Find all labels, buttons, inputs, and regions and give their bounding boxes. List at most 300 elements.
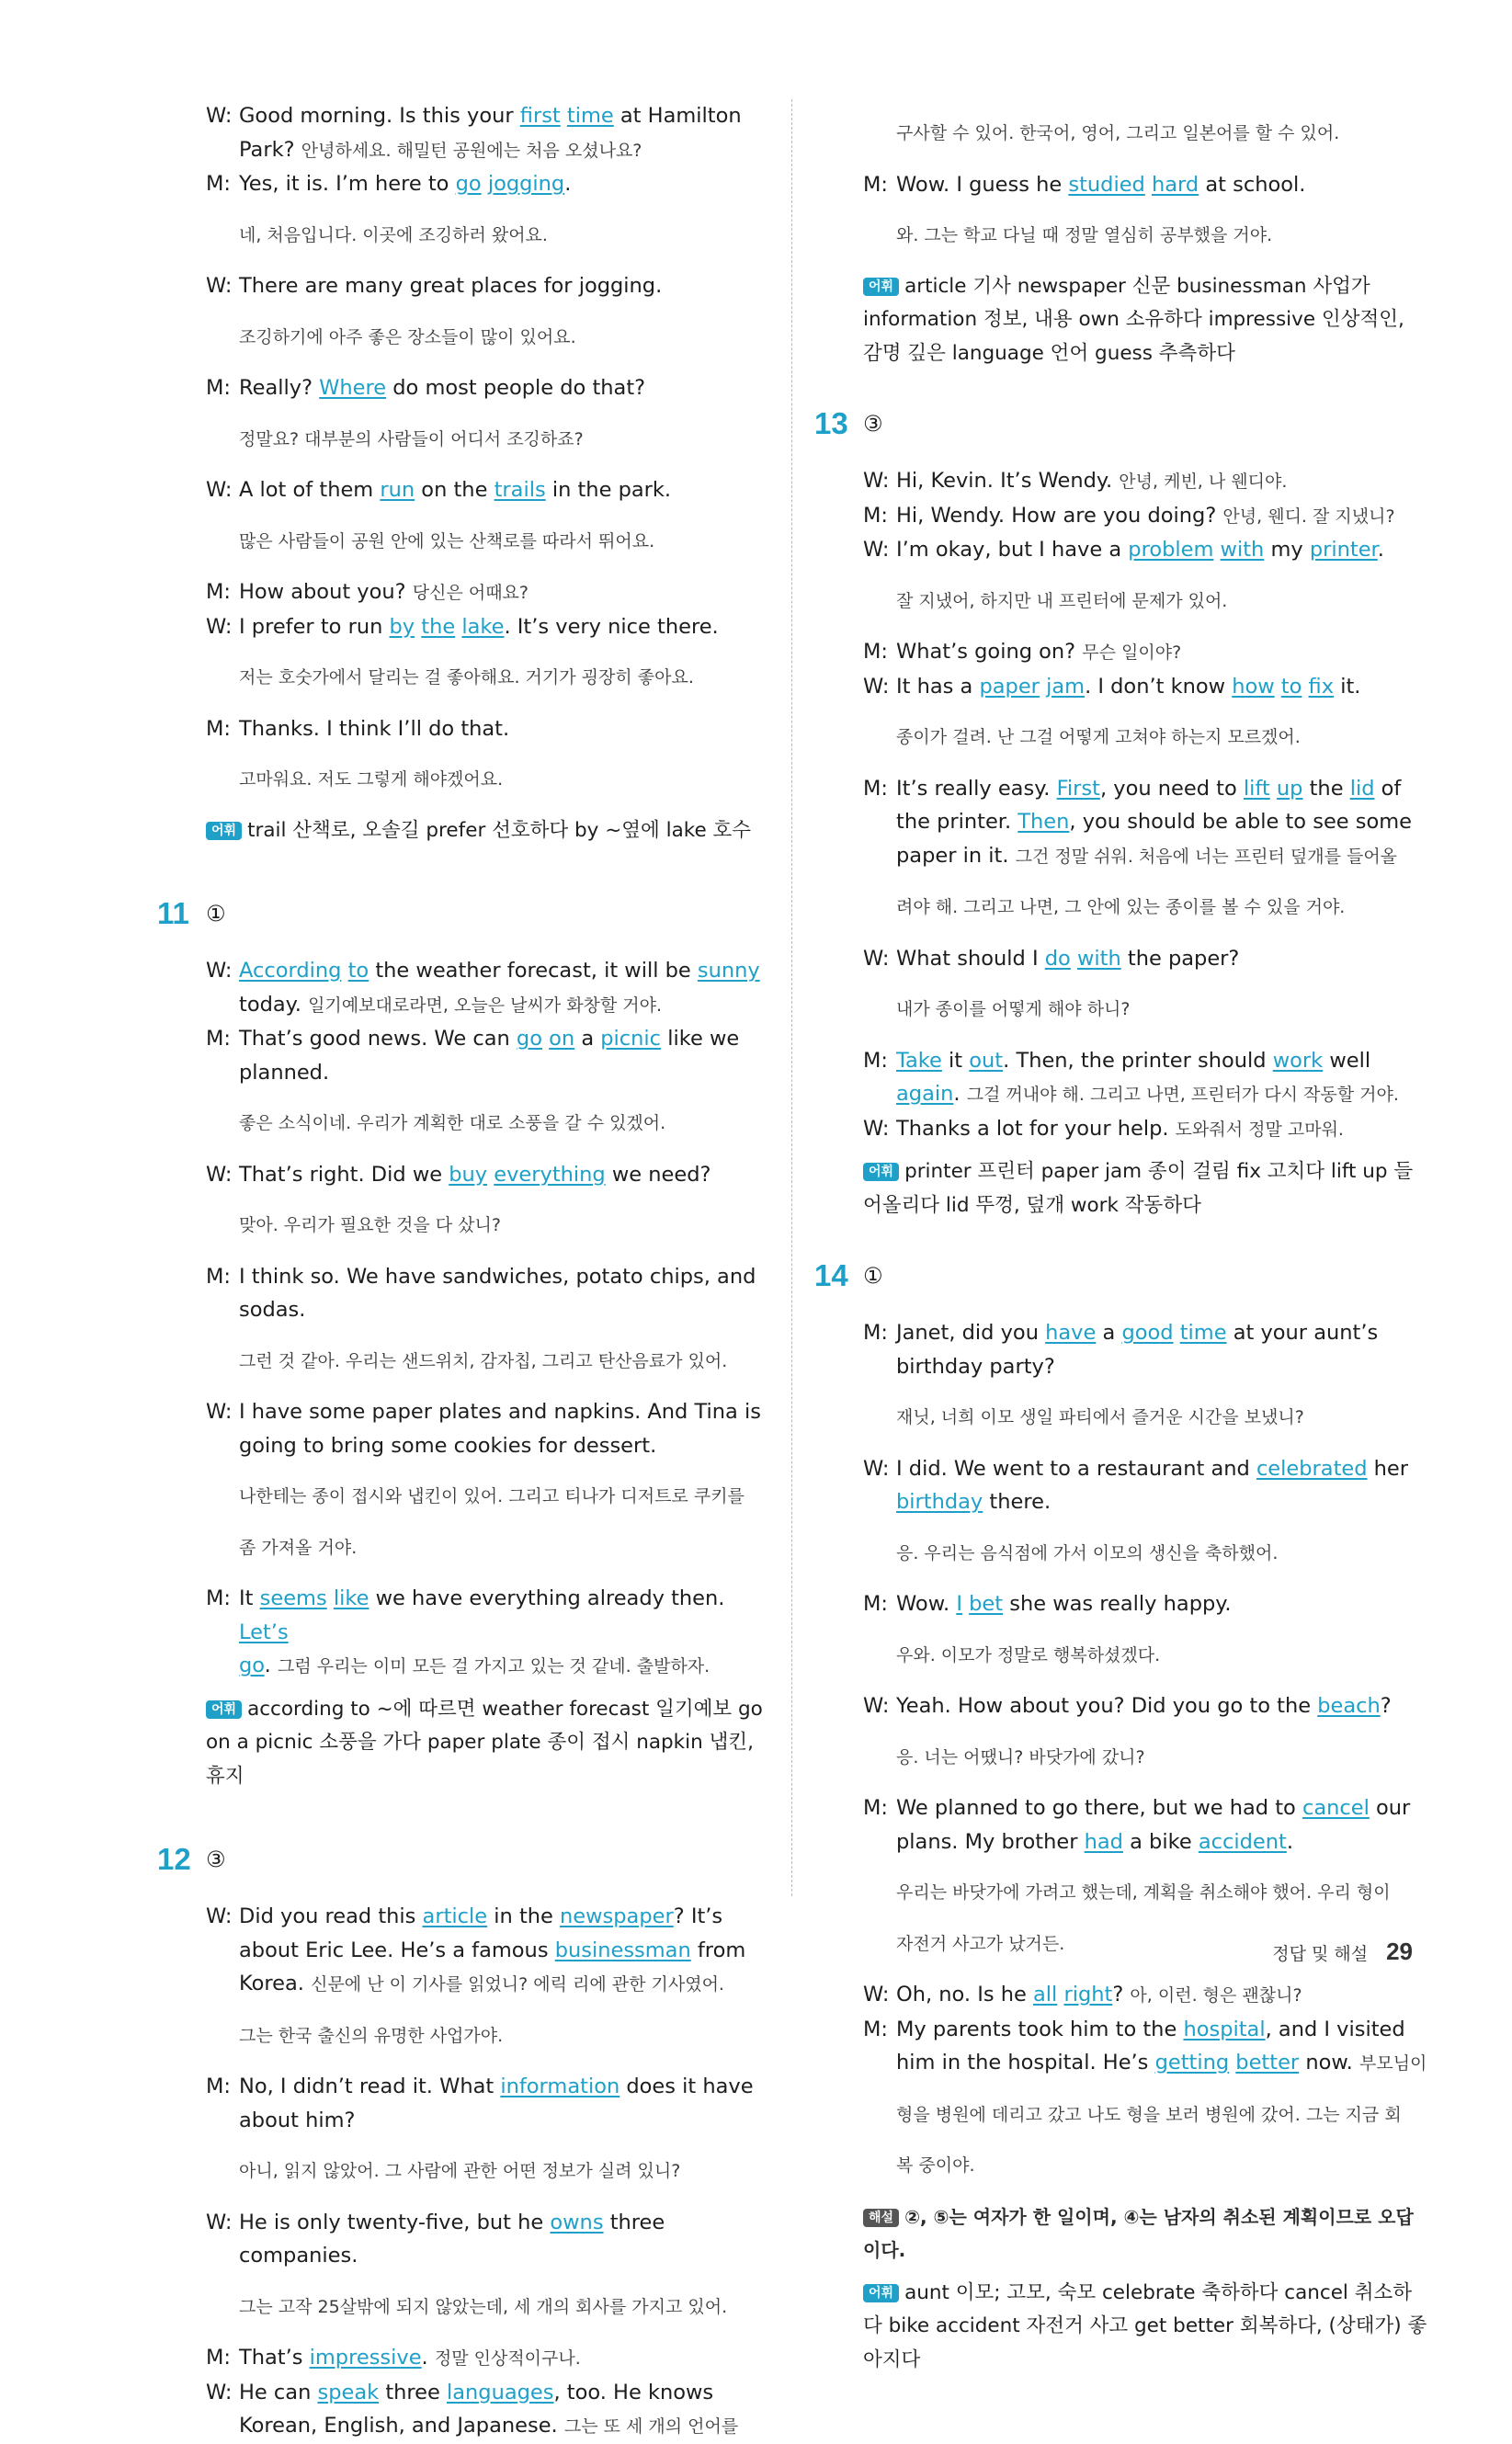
speaker-label: M:	[863, 1048, 888, 1073]
key-word: First	[1056, 776, 1100, 801]
dialog-line	[863, 2013, 1428, 2047]
dialog-text: we need?	[605, 1162, 711, 1187]
dialog-text: well	[1323, 1048, 1371, 1073]
dialog-text: .	[264, 1654, 278, 1677]
speaker-label: M:	[863, 640, 888, 664]
vocab-q12	[863, 270, 1428, 371]
dialog-line	[206, 1900, 768, 1934]
key-word: sunny	[697, 959, 760, 983]
speaker-label: M:	[863, 172, 888, 197]
page-footer	[1272, 1938, 1413, 1966]
dialog-text: Korea.	[239, 1972, 312, 1995]
dialog-text: . Then, the printer should	[1003, 1048, 1273, 1073]
key-word: fix	[1308, 674, 1335, 699]
key-word: first	[519, 104, 561, 128]
speaker-label: M:	[863, 776, 888, 801]
inline-translation: 무슨 일이야?	[1082, 642, 1182, 663]
speaker-label: W:	[863, 1456, 890, 1481]
dialog-q10	[206, 99, 768, 797]
dialog-line	[863, 1587, 1428, 1621]
dialog-text: , you need to	[1099, 776, 1244, 801]
key-word: accident	[1198, 1829, 1287, 1854]
vocab-tag: 어휘	[863, 278, 899, 296]
right-column	[814, 99, 1428, 2377]
explanation-text: ②, ⑤는 여자가 한 일이며, ④는 남자의 취소된 계획이므로 오답이다.	[863, 2205, 1414, 2261]
dialog-q12-continued	[863, 117, 1428, 253]
speaker-label: M:	[206, 2346, 231, 2370]
speaker-label: M:	[206, 716, 231, 741]
dialog-text: Korean, English, and Japanese.	[239, 2414, 564, 2438]
key-word: owns	[550, 2210, 604, 2234]
key-word: right	[1063, 1983, 1113, 2006]
key-word: birthday	[896, 1490, 983, 1514]
dialog-line	[206, 575, 768, 610]
key-word: do	[1044, 946, 1071, 971]
speaker-label: W:	[863, 538, 890, 562]
inline-translation: 아, 이런. 형은 괜찮니?	[1130, 1985, 1302, 2006]
dialog-line	[863, 533, 1428, 567]
speaker-label: M:	[863, 503, 888, 528]
dialog-text: , you should be able to see some	[1069, 810, 1413, 834]
inline-translation: 정말 인상적이구나.	[434, 2348, 581, 2369]
inline-translation: 신문에 난 이 기사를 읽었니? 에릭 리에 관한 기사였어.	[311, 1974, 724, 1995]
dialog-text: paper in it.	[896, 843, 1016, 868]
dialog-text: the paper?	[1120, 946, 1240, 971]
key-word: languages	[447, 2380, 554, 2404]
key-word: how	[1232, 674, 1275, 699]
dialog-text: . I don’t know	[1085, 674, 1233, 699]
translation-line: 복 중이야.	[896, 2155, 975, 2176]
dialog-line-continued	[206, 1429, 768, 1463]
translation-line: 잘 지냈어, 하지만 내 프린터에 문제가 있어.	[896, 590, 1228, 611]
dialog-line-continued	[863, 2046, 1428, 2081]
key-word: jogging	[487, 172, 565, 196]
dialog-text: we have everything already then.	[369, 1586, 725, 1610]
translation-line: 네, 처음입니다. 이곳에 조깅하러 왔어요.	[239, 224, 548, 245]
dialog-line	[206, 371, 768, 405]
dialog-text: Yes, it is. I’m here to	[239, 172, 456, 196]
dialog-text: Yeah. How about you? Did you go to the	[896, 1694, 1318, 1718]
dialog-line	[863, 499, 1428, 534]
key-word: to	[347, 959, 369, 983]
inline-translation: 당신은 어때요?	[412, 583, 529, 603]
translation-line: 구사할 수 있어. 한국어, 영어, 그리고 일본어를 할 수 있어.	[896, 123, 1340, 143]
inline-translation: 도와줘서 정말 고마워.	[1175, 1119, 1344, 1140]
dialog-text: Thanks. I think I’ll do that.	[239, 716, 510, 741]
page-number: 29	[1386, 1938, 1413, 1965]
speaker-label: M:	[206, 376, 231, 400]
key-word: up	[1276, 776, 1303, 801]
dialog-text	[1229, 2051, 1235, 2075]
speaker-label: M:	[863, 1592, 888, 1616]
key-word: Take	[896, 1048, 942, 1073]
dialog-line	[206, 99, 768, 133]
key-word: Where	[319, 376, 387, 400]
dialog-text: the	[1302, 776, 1350, 801]
dialog-text: a	[574, 1027, 601, 1051]
key-word: lake	[461, 614, 505, 639]
dialog-text: going to bring some cookies for dessert.	[239, 1433, 657, 1458]
question-header-13	[814, 404, 1428, 444]
key-word: good	[1121, 1321, 1174, 1345]
dialog-text: It has a	[896, 674, 980, 699]
dialog-text: my	[1264, 538, 1310, 562]
dialog-q13	[863, 464, 1428, 1146]
key-word: go	[239, 1654, 265, 1677]
dialog-line-continued	[206, 1967, 768, 2002]
speaker-label: M:	[206, 1027, 231, 1051]
translation-line: 응. 우리는 음식점에 가서 이모의 생신을 축하했어.	[896, 1542, 1279, 1563]
dialog-line-continued	[206, 1649, 768, 1684]
translation-line: 종이가 걸려. 난 그걸 어떻게 고쳐야 하는지 모르겠어.	[896, 727, 1301, 747]
speaker-label: W:	[863, 946, 890, 971]
dialog-text: planned.	[239, 1060, 330, 1085]
key-word: the	[421, 614, 456, 639]
dialog-text: three	[379, 2380, 447, 2404]
key-word: picnic	[600, 1027, 662, 1051]
dialog-text: at Hamilton	[613, 104, 742, 128]
key-word: lift	[1243, 776, 1270, 801]
speaker-label: W:	[206, 274, 233, 298]
dialog-line	[863, 168, 1428, 202]
dialog-text: does it have	[620, 2075, 754, 2098]
speaker-label: M:	[206, 172, 231, 196]
answer-mark: ①	[206, 901, 226, 926]
vocab-text: aunt 이모; 고모, 숙모 celebrate 축하하다 cancel 취소하다 bike accident 자전거 사고 get better 회복하다, (상태가) 좋아지다	[863, 2280, 1427, 2371]
dialog-q11	[206, 954, 768, 1684]
dialog-text: Really?	[239, 376, 320, 400]
dialog-text: He is only twenty-five, but he	[239, 2210, 551, 2234]
key-word: time	[566, 104, 614, 128]
dialog-text: A lot of them	[239, 478, 381, 502]
translation-line: 우와. 이모가 정말로 행복하셨겠다.	[896, 1644, 1161, 1665]
dialog-text: the printer.	[896, 810, 1018, 834]
dialog-text	[1174, 1321, 1180, 1345]
dialog-text: I think so. We have sandwiches, potato chips, and	[239, 1264, 756, 1289]
key-word: seems	[259, 1586, 327, 1610]
dialog-text: in the	[487, 1904, 561, 1928]
dialog-text	[1275, 675, 1281, 699]
speaker-label: W:	[206, 104, 233, 128]
dialog-text: That’s	[239, 2346, 310, 2370]
translation-line: 와. 그는 학교 다닐 때 정말 열심히 공부했을 거야.	[896, 225, 1273, 245]
dialog-line	[863, 1978, 1428, 2013]
inline-translation: 그럼 우리는 이미 모든 걸 가지고 있는 것 같네. 출발하자.	[277, 1656, 711, 1677]
question-header-14	[814, 1256, 1428, 1296]
dialog-text: Wow.	[896, 1592, 957, 1616]
translation-line: 그는 한국 출신의 유명한 사업가야.	[239, 2025, 504, 2046]
dialog-line	[863, 772, 1428, 806]
dialog-text: at your aunt’s	[1226, 1321, 1379, 1345]
dialog-text: there.	[983, 1490, 1052, 1514]
vocab-q11	[206, 1693, 768, 1794]
dialog-text: It’s really easy.	[896, 776, 1057, 801]
inline-translation: 안녕하세요. 해밀턴 공원에는 처음 오셨나요?	[301, 140, 642, 161]
key-word: have	[1045, 1321, 1097, 1345]
vocab-tag: 어휘	[206, 822, 242, 840]
dialog-line	[206, 2341, 768, 2376]
key-word: paper	[979, 674, 1040, 699]
dialog-text: .	[564, 172, 572, 196]
dialog-text: a	[1096, 1321, 1122, 1345]
dialog-text: ?	[1112, 1983, 1131, 2006]
translation-line: 자전거 사고가 났거든.	[896, 1933, 1065, 1954]
dialog-text: Thanks a lot for your help.	[896, 1116, 1176, 1141]
dialog-text: the weather forecast, it will be	[369, 959, 698, 983]
key-word: with	[1076, 946, 1121, 971]
dialog-text: it	[941, 1048, 970, 1073]
key-word: work	[1272, 1048, 1324, 1073]
dialog-text	[341, 959, 347, 983]
dialog-text: like we	[661, 1027, 740, 1051]
key-word: again	[896, 1082, 954, 1106]
key-word: printer	[1309, 538, 1378, 562]
key-word: article	[422, 1904, 488, 1928]
speaker-label: W:	[206, 959, 233, 983]
speaker-label: W:	[863, 1694, 890, 1718]
key-word: everything	[494, 1162, 606, 1187]
translation-line: 내가 종이를 어떻게 해야 하니?	[896, 999, 1131, 1019]
key-word: buy	[449, 1162, 488, 1187]
speaker-label: M:	[863, 1796, 888, 1820]
key-word: on	[549, 1027, 575, 1051]
question-number: 11	[157, 896, 189, 930]
speaker-label: W:	[863, 674, 890, 699]
dialog-line	[206, 1022, 768, 1056]
dialog-text	[1071, 947, 1077, 971]
dialog-text: That’s right. Did we	[239, 1162, 449, 1187]
key-word: beach	[1317, 1694, 1381, 1718]
speaker-label: W:	[206, 478, 233, 502]
dialog-text: .	[1286, 1829, 1293, 1854]
inline-translation: 일기예보대로라면, 오늘은 날씨가 화창할 거야.	[308, 995, 663, 1016]
dialog-text: No, I didn’t read it. What	[239, 2075, 501, 2098]
dialog-line	[863, 1689, 1428, 1723]
inline-translation: 부모님이	[1359, 2053, 1427, 2074]
dialog-text	[561, 104, 567, 128]
dialog-text: a bike	[1122, 1829, 1199, 1854]
vocab-q13	[863, 1155, 1428, 1222]
dialog-line-continued	[206, 1056, 768, 1090]
vocab-tag: 어휘	[863, 1163, 899, 1181]
dialog-text: He can	[239, 2380, 318, 2404]
translation-line: 재닛, 너희 이모 생일 파티에서 즐거운 시간을 보냈니?	[896, 1407, 1304, 1427]
inline-translation: 그걸 꺼내야 해. 그리고 나면, 프린터가 다시 작동할 거야.	[966, 1085, 1399, 1105]
dialog-text: That’s good news. We can	[239, 1027, 517, 1051]
inline-translation: 안녕, 케빈, 나 웬디야.	[1119, 472, 1288, 492]
dialog-line	[206, 1260, 768, 1294]
dialog-text: Park?	[239, 137, 301, 162]
translation-line: 나한테는 종이 접시와 냅킨이 있어. 그리고 티나가 디저트로 쿠키를	[239, 1486, 745, 1506]
key-word: studied	[1068, 172, 1145, 197]
translation-line: 그런 것 같아. 우리는 샌드위치, 감자칩, 그리고 탄산음료가 있어.	[239, 1350, 728, 1371]
key-word: all	[1032, 1983, 1058, 2006]
speaker-label: M:	[206, 1264, 231, 1289]
key-word: According	[239, 959, 342, 983]
dialog-text	[327, 1586, 334, 1610]
dialog-line	[863, 1452, 1428, 1486]
dialog-text: Janet, did you	[896, 1321, 1046, 1345]
dialog-text: What should I	[896, 946, 1045, 971]
speaker-label: M:	[206, 1586, 231, 1610]
answer-mark: ③	[863, 411, 883, 437]
dialog-line-continued	[206, 2239, 768, 2273]
speaker-label: M:	[863, 1321, 888, 1345]
key-word: celebrated	[1256, 1456, 1368, 1481]
dialog-line	[206, 610, 768, 644]
dialog-line-continued	[863, 805, 1428, 839]
key-word: I	[956, 1592, 962, 1616]
vocab-tag: 어휘	[206, 1700, 242, 1719]
key-word: to	[1280, 674, 1302, 699]
dialog-text: three	[603, 2210, 665, 2234]
dialog-text: our	[1369, 1796, 1411, 1820]
dialog-line	[863, 1044, 1428, 1078]
dialog-line	[863, 1316, 1428, 1350]
dialog-text: It	[239, 1586, 260, 1610]
vocab-text: article 기사 newspaper 신문 businessman 사업가 information 정보, 내용 own 소유하다 impressive 인상적인, 감명 깊은 language 언어 guess 추측하다	[863, 274, 1404, 365]
explanation-tag: 해설	[863, 2209, 899, 2227]
dialog-text: plans. My brother	[896, 1829, 1085, 1854]
speaker-label: W:	[206, 614, 233, 639]
dialog-q14	[863, 1316, 1428, 2183]
key-word: information	[500, 2075, 620, 2098]
dialog-line-continued	[206, 2409, 768, 2444]
dialog-text: .	[953, 1082, 967, 1106]
dialog-text: ? It’s	[673, 1904, 723, 1928]
dialog-text: Hi, Kevin. It’s Wendy.	[896, 469, 1120, 493]
dialog-text: We planned to go there, but we had to	[896, 1796, 1302, 1820]
column-divider	[791, 99, 792, 1896]
inline-translation: 안녕, 웬디. 잘 지냈니?	[1222, 506, 1395, 527]
vocab-tag: 어휘	[863, 2284, 899, 2302]
dialog-line	[206, 1582, 768, 1649]
translation-line: 고마워요. 저도 그렇게 해야겠어요.	[239, 769, 504, 790]
dialog-text: , and I visited	[1265, 2017, 1405, 2041]
dialog-line-continued	[863, 1485, 1428, 1519]
speaker-label: W:	[206, 1400, 233, 1424]
dialog-line	[863, 1112, 1428, 1147]
dialog-text: him in the hospital. He’s	[896, 2051, 1155, 2075]
key-word: trails	[494, 478, 546, 502]
key-word: hard	[1152, 172, 1199, 197]
key-word: bet	[969, 1592, 1004, 1616]
key-word: had	[1084, 1829, 1123, 1854]
key-word: impressive	[309, 2346, 422, 2370]
key-word: run	[380, 478, 415, 502]
dialog-line-continued	[206, 1293, 768, 1327]
dialog-line	[863, 635, 1428, 670]
dialog-text: , too. He knows	[553, 2380, 714, 2404]
speaker-label: W:	[206, 1904, 233, 1928]
speaker-label: W:	[863, 469, 890, 493]
dialog-text: on the	[415, 478, 495, 502]
dialog-text: about him?	[239, 2108, 356, 2132]
dialog-line-continued	[206, 2104, 768, 2138]
key-word: lid	[1349, 776, 1375, 801]
dialog-line	[863, 942, 1428, 976]
explanation-q14	[863, 2200, 1428, 2268]
dialog-text: .	[421, 2346, 435, 2370]
key-word: getting	[1154, 2051, 1230, 2075]
left-column	[157, 99, 768, 2444]
dialog-text: I prefer to run	[239, 614, 390, 639]
dialog-line-continued	[863, 1350, 1428, 1384]
dialog-q12	[206, 1900, 768, 2444]
translation-line: 좋은 소식이네. 우리가 계획한 대로 소풍을 갈 수 있겠어.	[239, 1113, 666, 1133]
key-word: go	[516, 1027, 542, 1051]
dialog-text: Did you read this	[239, 1904, 423, 1928]
answer-mark: ③	[206, 1847, 226, 1872]
dialog-line-continued	[863, 1077, 1428, 1112]
footer-label: 정답 및 해설	[1272, 1944, 1369, 1964]
dialog-line	[206, 269, 768, 303]
dialog-line	[206, 473, 768, 507]
speaker-label: M:	[863, 2017, 888, 2041]
dialog-line	[206, 2070, 768, 2104]
speaker-label: M:	[206, 580, 231, 604]
key-word: problem	[1128, 538, 1214, 562]
dialog-text: Wow. I guess he	[896, 172, 1069, 197]
dialog-line	[863, 464, 1428, 499]
speaker-label: W:	[206, 2210, 233, 2234]
translation-line: 응. 너는 어땠니? 바닷가에 갔니?	[896, 1746, 1145, 1768]
key-word: businessman	[554, 1938, 691, 1962]
question-number: 12	[157, 1842, 191, 1876]
dialog-line	[206, 1158, 768, 1192]
answer-mark: ①	[863, 1263, 883, 1289]
translation-line: 맞아. 우리가 필요한 것을 다 샀니?	[239, 1215, 501, 1235]
dialog-line-continued	[863, 839, 1428, 874]
dialog-line	[863, 670, 1428, 704]
dialog-text: I did. We went to a restaurant and	[896, 1456, 1256, 1481]
dialog-line	[206, 1395, 768, 1429]
dialog-text: her	[1367, 1456, 1409, 1481]
key-word: hospital	[1183, 2017, 1266, 2041]
vocab-q14	[863, 2277, 1428, 2378]
speaker-label: W:	[206, 2380, 233, 2404]
dialog-text: .	[1377, 538, 1384, 562]
key-word: better	[1235, 2051, 1300, 2075]
key-word: out	[969, 1048, 1004, 1073]
dialog-text: about Eric Lee. He’s a famous	[239, 1938, 555, 1962]
translation-line: 려야 해. 그리고 나면, 그 안에 있는 종이를 볼 수 있을 거야.	[896, 897, 1346, 917]
inline-translation: 그는 또 세 개의 언어를	[563, 2416, 739, 2437]
dialog-text: I have some paper plates and napkins. And Tina is	[239, 1400, 761, 1424]
dialog-text: Good morning. Is this your	[239, 104, 520, 128]
dialog-line	[206, 2376, 768, 2410]
dialog-line	[863, 1791, 1428, 1825]
dialog-text: Oh, no. Is he	[896, 1983, 1033, 2006]
vocab-q10	[206, 814, 768, 848]
translation-line: 우리는 바닷가에 가려고 했는데, 계획을 취소해야 했어. 우리 형이	[896, 1882, 1391, 1903]
translation-line: 형을 병원에 데리고 갔고 나도 형을 보러 병원에 갔어. 그는 지금 회	[896, 2104, 1402, 2125]
dialog-text: at school.	[1199, 172, 1306, 197]
dialog-text: How about you?	[239, 580, 413, 604]
dialog-text: birthday party?	[896, 1354, 1055, 1379]
vocab-text: trail 산책로, 오솔길 prefer 선호하다 by ~옆에 lake 호수	[247, 818, 752, 842]
question-number: 14	[814, 1258, 848, 1292]
question-number: 13	[814, 406, 848, 440]
key-word: like	[333, 1586, 369, 1610]
dialog-text: she was really happy.	[1003, 1592, 1232, 1616]
key-word: Then	[1017, 810, 1070, 834]
key-word: jam	[1046, 674, 1086, 699]
dialog-line-continued	[863, 1825, 1428, 1859]
dialog-text	[482, 172, 488, 196]
translation-line: 많은 사람들이 공원 안에 있는 산책로를 따라서 뛰어요.	[239, 530, 655, 551]
dialog-text: What’s going on?	[896, 640, 1083, 664]
